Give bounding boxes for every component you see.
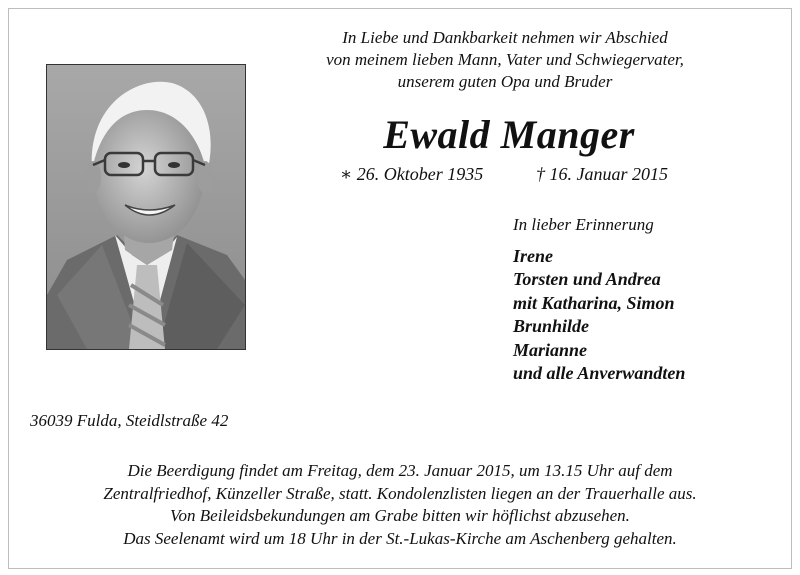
mourner-name: Marianne xyxy=(513,339,588,360)
funeral-line: Von Beileidsbekundungen am Grabe bitten wir höflichst abzusehen. xyxy=(170,506,630,525)
memory-heading: In lieber Erinnerung xyxy=(513,215,654,234)
portrait-photo xyxy=(46,64,246,350)
deceased-name: Ewald Manger xyxy=(383,112,635,157)
intro-line: unserem guten Opa und Bruder xyxy=(397,72,613,91)
funeral-line: Zentralfriedhof, Künzeller Straße, statt. Kondolenzlisten liegen an der Trauerhalle aus. xyxy=(103,483,697,503)
mourner-name: Irene xyxy=(513,246,553,266)
funeral-line: Die Beerdigung findet am Freitag, dem 23. Januar 2015, um 13.15 Uhr auf dem xyxy=(127,461,673,480)
intro-text xyxy=(270,27,740,93)
birth-date: ∗ 26. Oktober 1935 xyxy=(340,164,484,184)
portrait-illustration xyxy=(47,65,245,349)
mourner-name: Torsten und Andrea xyxy=(513,269,661,290)
funeral-line: Das Seelenamt wird um 18 Uhr in der St.-Lukas-Kirche am Aschenberg gehalten. xyxy=(123,528,677,548)
mourner-name: Brunhilde xyxy=(513,316,590,337)
intro-line: In Liebe und Dankbarkeit nehmen wir Abschied xyxy=(342,28,668,47)
family-address: 36039 Fulda, Steidlstraße 42 xyxy=(30,411,229,430)
death-date: † 16. Januar 2015 xyxy=(536,164,668,184)
intro-line: von meinem lieben Mann, Vater und Schwiegervater, xyxy=(326,50,684,69)
mourner-name: mit Katharina, Simon xyxy=(513,292,675,313)
mourners-list xyxy=(513,245,685,385)
mourner-name: und alle Anverwandten xyxy=(513,363,686,384)
funeral-details xyxy=(20,460,780,550)
